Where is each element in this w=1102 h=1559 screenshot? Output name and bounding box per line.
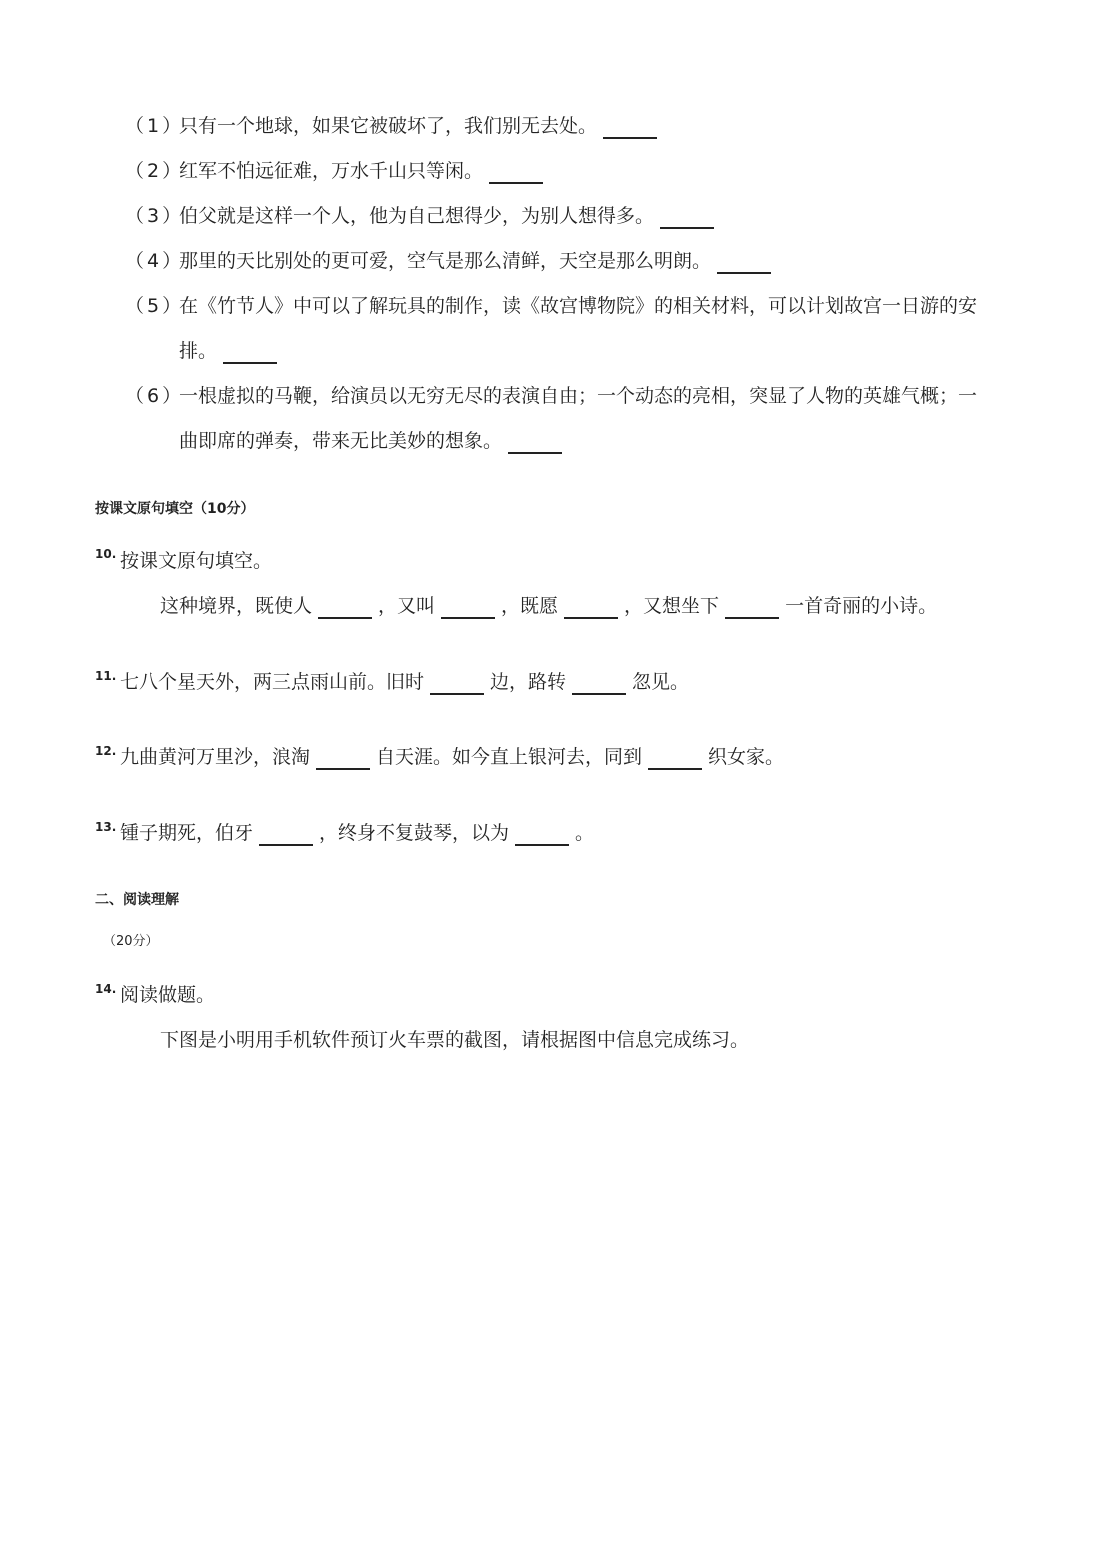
answer-blank[interactable]: [603, 115, 657, 139]
question-text: 按课文原句填空。: [120, 550, 273, 572]
question-text: 阅读做题。: [120, 984, 216, 1006]
question-number: 11.: [95, 669, 117, 683]
sub-item-text: 排。: [179, 340, 218, 362]
sub-item-text: 那里的天比别处的更可爱，空气是那么清鲜，天空是那么明朗。: [179, 250, 712, 272]
sub-item-4: [0, 248, 1102, 276]
answer-blank[interactable]: [316, 746, 370, 770]
question-passage: 这种境界，既使人 ，又叫 ，既愿 ，又想坐下 一首奇丽的小诗。: [160, 595, 938, 617]
answer-blank[interactable]: [441, 595, 495, 619]
sub-item-5-cont: [179, 338, 283, 364]
answer-blank[interactable]: [223, 340, 277, 364]
answer-blank[interactable]: [648, 746, 702, 770]
section-heading: 按课文原句填空（10分）: [95, 501, 255, 517]
answer-blank[interactable]: [725, 595, 779, 619]
sub-item-text: 只有一个地球，如果它被破坏了，我们别无去处。: [179, 115, 598, 137]
sub-item-index: （1）: [125, 115, 185, 137]
question-passage: 下图是小明用手机软件预订火车票的截图，请根据图中信息完成练习。: [160, 1029, 750, 1051]
question-text: 锺子期死，伯牙 ，终身不复鼓琴，以为 。: [120, 822, 595, 844]
answer-blank[interactable]: [508, 430, 562, 454]
question-text: 九曲黄河万里沙，浪淘 自天涯。如今直上银河去，同到 织女家。: [120, 746, 785, 768]
answer-blank[interactable]: [515, 822, 569, 846]
sub-item-index: （5）: [125, 295, 185, 317]
answer-blank[interactable]: [318, 595, 372, 619]
answer-blank[interactable]: [259, 822, 313, 846]
section-score: （20分）: [103, 934, 159, 949]
answer-blank[interactable]: [489, 160, 543, 184]
section-heading: 二、阅读理解: [95, 892, 179, 908]
sub-item-2: [0, 158, 1102, 186]
answer-blank[interactable]: [717, 250, 771, 274]
sub-item-5: [0, 293, 1102, 321]
sub-item-text: 曲即席的弹奏，带来无比美妙的想象。: [179, 430, 503, 452]
sub-item-index: （6）: [125, 385, 185, 407]
question-number: 12.: [95, 744, 117, 758]
sub-item-index: （4）: [125, 250, 185, 272]
question-number: 14.: [95, 982, 117, 996]
answer-blank[interactable]: [430, 671, 484, 695]
sub-item-6: [0, 383, 1102, 411]
answer-blank[interactable]: [572, 671, 626, 695]
sub-item-text: 伯父就是这样一个人，他为自己想得少，为别人想得多。: [179, 205, 655, 227]
sub-item-6-cont: [179, 428, 568, 454]
question-number: 13.: [95, 820, 117, 834]
sub-item-text: 在《竹节人》中可以了解玩具的制作，读《故宫博物院》的相关材料，可以计划故宫一日游的安: [179, 295, 978, 317]
sub-item-1: [0, 113, 1102, 141]
answer-blank[interactable]: [564, 595, 618, 619]
sub-item-index: （2）: [125, 160, 185, 182]
sub-item-3: [0, 203, 1102, 231]
sub-item-index: （3）: [125, 205, 185, 227]
answer-blank[interactable]: [660, 205, 714, 229]
question-text: 七八个星天外，两三点雨山前。旧时 边，路转 忽见。: [120, 671, 690, 693]
sub-item-text: 红军不怕远征难，万水千山只等闲。: [179, 160, 484, 182]
sub-item-text: 一根虚拟的马鞭，给演员以无穷无尽的表演自由；一个动态的亮相，突显了人物的英雄气概；一: [179, 385, 978, 407]
question-number: 10.: [95, 547, 117, 561]
